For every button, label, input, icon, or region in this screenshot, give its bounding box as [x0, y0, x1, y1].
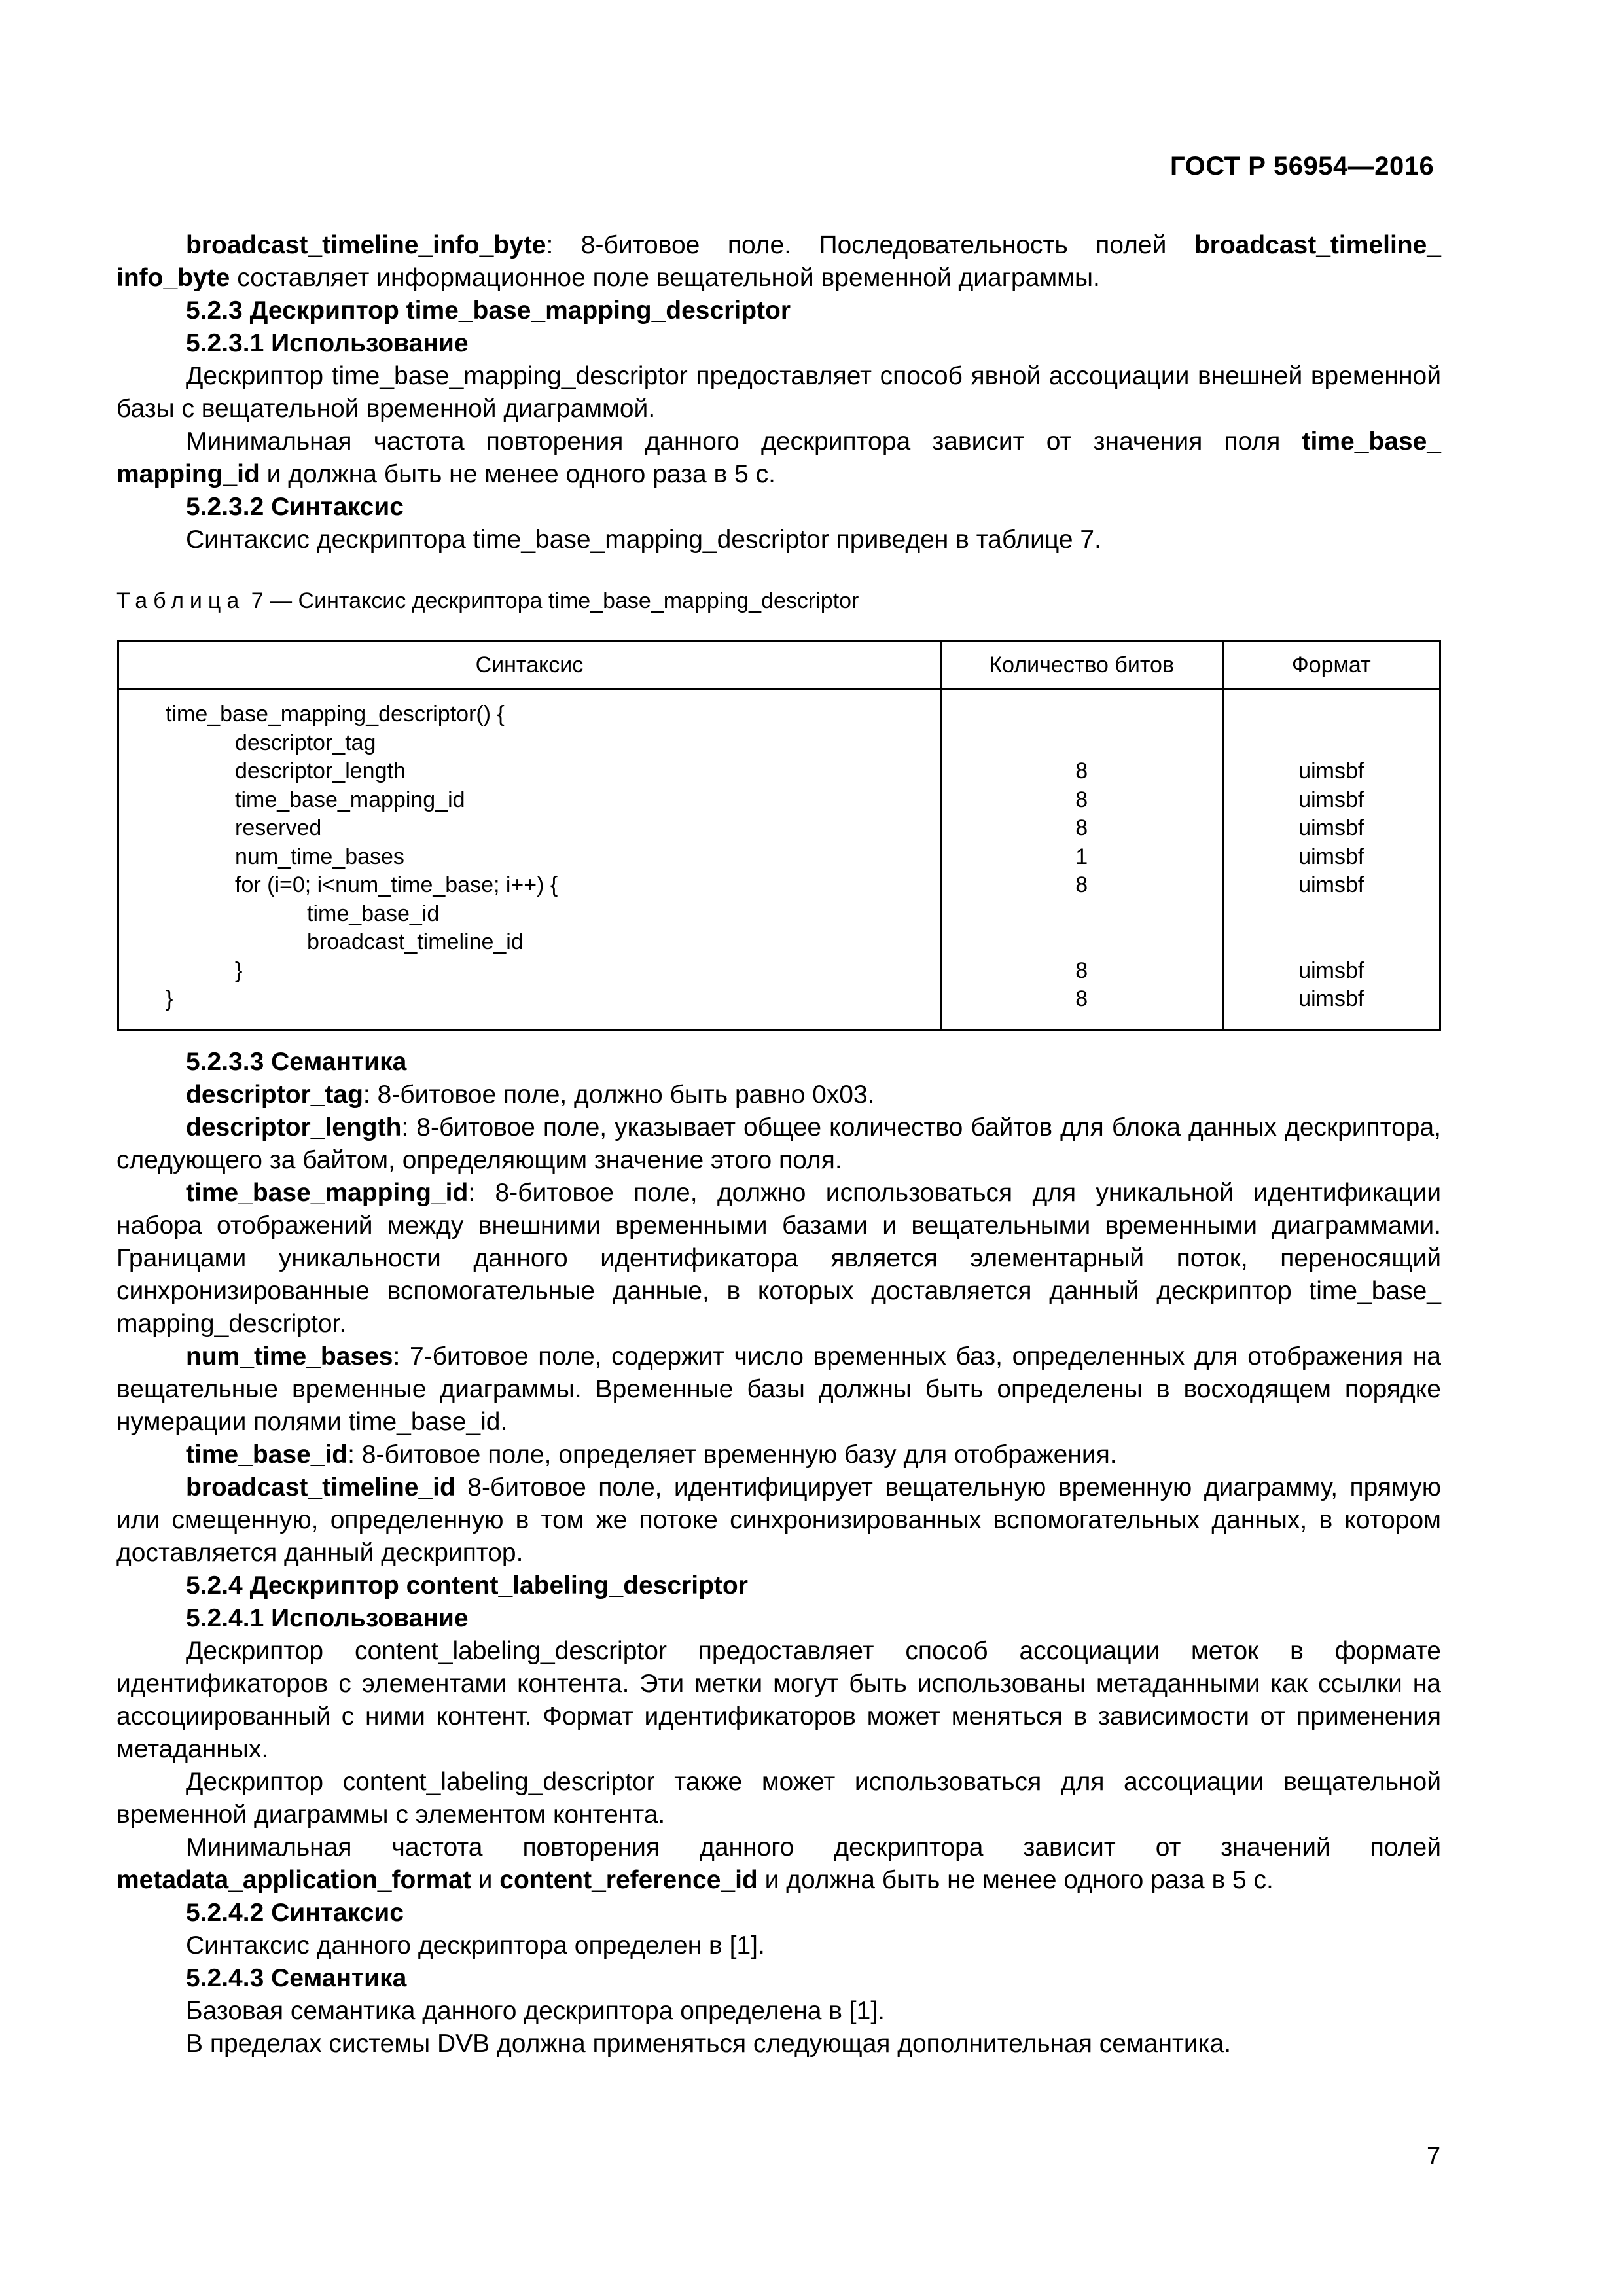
- paragraph: [116, 1439, 1441, 1471]
- text-run: : 8-битовое поле, указывает общее количество байтов для блока данных дескриптора, следующего за байтом, определяющим значение этого поля.: [116, 1113, 1441, 1174]
- paragraph: [116, 360, 1441, 425]
- syntax-line: num_time_bases: [235, 844, 404, 869]
- section-heading: 5.2.3.3 Семантика: [186, 1048, 407, 1076]
- text-run: Синтаксис данного дескриптора определен в [1].: [186, 1931, 765, 1960]
- table-caption-text: 7 — Синтаксис дескриптора time_base_mapping_descriptor: [245, 588, 859, 613]
- format-column: [1222, 689, 1440, 1030]
- bits-cell: [942, 900, 1222, 929]
- paragraph: [116, 1766, 1441, 1831]
- paragraph: [116, 1995, 1441, 2028]
- bits-cell: 1: [1075, 844, 1088, 869]
- term-bold: time_base_ mapping_id: [116, 427, 1441, 488]
- term-bold: descriptor_length: [186, 1113, 402, 1141]
- format-cell: uimsbf: [1298, 787, 1364, 812]
- text-run: : 8-битовое поле, должно использоваться для уникальной идентификации набора отображений между внешними временными базами и вещательными временными диаграммами. Границами уникальности данного идентификатора является элементарный поток, переносящий синхронизированные вспомогательные данные, в которых доставляется данный дескриптор time_base_ mapping_descriptor.: [116, 1179, 1441, 1338]
- text-run: : 7-битовое поле, содержит число временных баз, определенных для отображения на вещательные временные диаграммы. Временные базы должны быть определены в восходящем порядке нумерации полями time_base_id.: [116, 1342, 1441, 1436]
- format-cell: uimsbf: [1298, 958, 1364, 983]
- paragraph: [116, 229, 1441, 295]
- term-bold: broadcast_timeline_ info_byte: [116, 231, 1441, 292]
- table-body-row: [118, 689, 1440, 1030]
- paragraph: [116, 425, 1441, 491]
- term-bold: descriptor_tag: [186, 1081, 363, 1109]
- text-run: Дескриптор content_labeling_descriptor также может использоваться для ассоциации вещательной временной диаграммы с элементом контента.: [116, 1768, 1441, 1829]
- term-bold: num_time_bases: [186, 1342, 393, 1371]
- paragraph: [116, 1635, 1441, 1766]
- text-run: 8-битовое поле, идентифицирует вещательную временную диаграмму, прямую или смещенную, определенную в том же потоке синхронизированных вспомогательных данных, в котором доставляется данный дескриптор.: [116, 1473, 1441, 1567]
- text-run: составляет информационное поле вещательной временной диаграммы.: [230, 264, 1100, 292]
- syntax-column: [118, 689, 941, 1030]
- paragraph: [116, 1177, 1441, 1340]
- bits-cell: [942, 729, 1222, 758]
- document-code: ГОСТ Р 56954—2016: [1170, 152, 1435, 181]
- bottom-text-block: [116, 1046, 1441, 2060]
- format-cell: uimsbf: [1298, 844, 1364, 869]
- syntax-line: time_base_mapping_descriptor() {: [166, 702, 505, 726]
- text-run: : 8-битовое поле. Последовательность полей: [546, 231, 1194, 259]
- page-number: 7: [1427, 2143, 1441, 2170]
- term-bold: time_base_id: [186, 1441, 348, 1469]
- syntax-line: reserved: [235, 816, 322, 840]
- bits-cell: [942, 928, 1222, 957]
- section-heading: 5.2.3.2 Синтаксис: [186, 493, 404, 521]
- format-cell: [1224, 900, 1439, 929]
- table-caption: [116, 588, 859, 614]
- bits-cell: 8: [1075, 816, 1088, 840]
- header-bits: Количество битов: [940, 641, 1222, 689]
- section-heading: 5.2.4.3 Семантика: [186, 1964, 407, 1992]
- term-bold: broadcast_timeline_info_byte: [186, 231, 546, 259]
- top-text-block: [116, 229, 1441, 556]
- text-run: : 8-битовое поле, определяет временную базу для отображения.: [348, 1441, 1117, 1469]
- syntax-line: for (i=0; i<num_time_base; i++) {: [235, 872, 558, 897]
- paragraph: [116, 1111, 1441, 1177]
- header-format: Формат: [1222, 641, 1440, 689]
- text-run: Минимальная частота повторения данного дескриптора зависит от значения поля: [186, 427, 1302, 456]
- text-run: Минимальная частота повторения данного дескриптора зависит от значений полей: [186, 1833, 1441, 1861]
- format-cell: [1224, 729, 1439, 758]
- term-bold: time_base_mapping_id: [186, 1179, 469, 1207]
- paragraph: [116, 1079, 1441, 1111]
- section-heading: 5.2.4 Дескриптор content_labeling_descriptor: [186, 1571, 748, 1600]
- paragraph: [116, 1831, 1441, 1897]
- text-run: В пределах системы DVB должна применяться следующая дополнительная семантика.: [186, 2030, 1232, 2058]
- bits-cell: 8: [1075, 759, 1088, 783]
- paragraph: [116, 1471, 1441, 1570]
- format-cell: uimsbf: [1298, 759, 1364, 783]
- paragraph: [116, 1340, 1441, 1439]
- format-cell: uimsbf: [1298, 986, 1364, 1011]
- section-heading: 5.2.4.1 Использование: [186, 1604, 469, 1632]
- format-cell: uimsbf: [1298, 816, 1364, 840]
- paragraph: [116, 524, 1441, 556]
- bits-cell: 8: [1075, 787, 1088, 812]
- text-run: Дескриптор time_base_mapping_descriptor предоставляет способ явной ассоциации внешней временной базы с вещательной временной диаграммой.: [116, 362, 1441, 423]
- term-bold: metadata_application_format: [116, 1866, 471, 1894]
- table-caption-word: Таблица: [116, 588, 245, 613]
- section-heading: 5.2.3.1 Использование: [186, 329, 469, 357]
- section-heading: 5.2.3 Дескриптор time_base_mapping_descriptor: [186, 296, 791, 325]
- text-run: Синтаксис дескриптора time_base_mapping_descriptor приведен в таблице 7.: [186, 526, 1101, 554]
- section-heading: 5.2.4.2 Синтаксис: [186, 1899, 404, 1927]
- format-cell: uimsbf: [1298, 872, 1364, 897]
- syntax-line: }: [166, 986, 173, 1011]
- bits-column: [940, 689, 1222, 1030]
- bits-cell: 8: [1075, 986, 1088, 1011]
- syntax-table: [117, 640, 1441, 1031]
- header-syntax: Синтаксис: [118, 641, 941, 689]
- format-cell: [1224, 700, 1439, 729]
- text-run: и должна быть не менее одного раза в 5 с.: [259, 460, 776, 488]
- syntax-line: broadcast_timeline_id: [307, 929, 524, 954]
- term-bold: broadcast_timeline_id: [186, 1473, 455, 1501]
- bits-cell: 8: [1075, 872, 1088, 897]
- bits-cell: 8: [1075, 958, 1088, 983]
- syntax-line: descriptor_length: [235, 759, 406, 783]
- bits-cell: [942, 700, 1222, 729]
- format-cell: [1224, 928, 1439, 957]
- syntax-line: descriptor_tag: [235, 730, 376, 755]
- text-run: и: [471, 1866, 500, 1894]
- text-run: и должна быть не менее одного раза в 5 с.: [757, 1866, 1274, 1894]
- text-run: Дескриптор content_labeling_descriptor предоставляет способ ассоциации меток в формате идентификаторов с элементами контента. Эти метки могут быть использованы метаданными как ссылки на ассоциированный с ними контент. Формат идентификаторов может меняться в зависимости от применения метаданных.: [116, 1637, 1441, 1763]
- syntax-line: time_base_mapping_id: [235, 787, 465, 812]
- table-header-row: [118, 641, 1440, 689]
- term-bold: content_reference_id: [499, 1866, 758, 1894]
- syntax-line: }: [235, 958, 243, 983]
- text-run: Базовая семантика данного дескриптора определена в [1].: [186, 1997, 885, 2025]
- text-run: : 8-битовое поле, должно быть равно 0x03.: [363, 1081, 875, 1109]
- syntax-line: time_base_id: [307, 901, 440, 926]
- paragraph: [116, 1929, 1441, 1962]
- paragraph: [116, 2028, 1441, 2060]
